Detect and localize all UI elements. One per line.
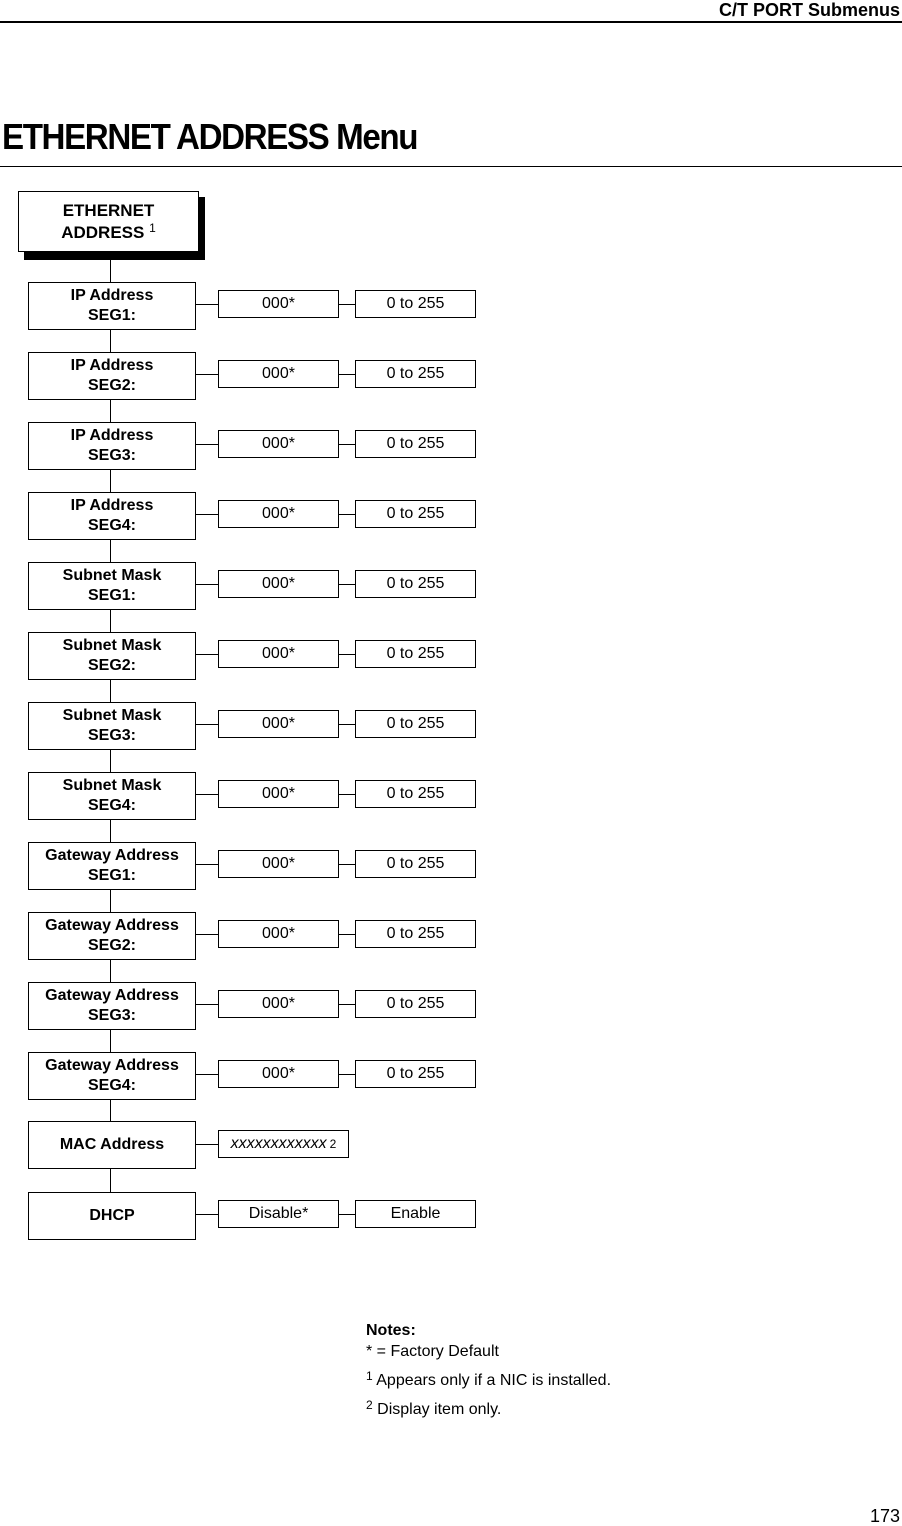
default-value-box: 000* <box>218 850 339 878</box>
connector-line <box>338 584 355 585</box>
default-value-box: 000* <box>218 780 339 808</box>
default-value-box: 000* <box>218 500 339 528</box>
notes-title: Notes: <box>366 1322 416 1339</box>
range-value-box: 0 to 255 <box>355 780 476 808</box>
menu-box-label-line1: Subnet Mask <box>62 707 162 724</box>
page-number: 173 <box>869 1506 900 1526</box>
connector-line <box>195 1074 218 1075</box>
default-value-box: 000* <box>218 290 339 318</box>
menu-box-label-line2: SEG4: <box>87 797 136 814</box>
range-value-box: 0 to 255 <box>355 500 476 528</box>
note-factory-default: * = Factory Default <box>366 1343 499 1360</box>
menu-box-label-line2: SEG1: <box>87 867 136 884</box>
dhcp-option-value: Enable <box>355 1200 476 1228</box>
default-value-box: 000* <box>218 1060 339 1088</box>
connector-line <box>338 444 355 445</box>
menu-box-label-line2: SEG2: <box>87 377 136 394</box>
menu-box-label-line2: SEG1: <box>87 587 136 604</box>
connector-line <box>195 584 218 585</box>
menu-box <box>28 772 196 820</box>
menu-box-label-line2: SEG4: <box>87 517 136 534</box>
menu-box-label-line2: SEG3: <box>87 1007 136 1024</box>
menu-box <box>28 492 196 540</box>
range-value-box: 0 to 255 <box>355 920 476 948</box>
connector-line <box>338 374 355 375</box>
root-label-line2: ADDRESS $^1$ <box>61 220 156 242</box>
menu-box <box>28 282 196 330</box>
menu-box <box>28 1052 196 1100</box>
menu-box <box>28 702 196 750</box>
notes-block <box>366 1320 611 1420</box>
root-footnote-marker: 1 <box>149 220 156 235</box>
connector-line <box>338 1004 355 1005</box>
root-label-line1: ETHERNET <box>62 200 155 220</box>
connector-line <box>338 1214 355 1215</box>
range-value-box: 0 to 255 <box>355 570 476 598</box>
default-value-box: 000* <box>218 990 339 1018</box>
note-1-marker: 1 <box>366 1369 373 1383</box>
note-1: $^1$ Appears only if a NIC is installed. <box>366 1369 612 1389</box>
connector-line <box>338 864 355 865</box>
menu-box-label-line1: IP Address <box>70 357 154 374</box>
menu-box-label-line1: Gateway Address <box>45 917 179 934</box>
default-value-box: 000* <box>218 920 339 948</box>
menu-box <box>28 632 196 680</box>
menu-box-dhcp <box>28 1192 196 1240</box>
menu-box <box>28 422 196 470</box>
range-value-box: 0 to 255 <box>355 710 476 738</box>
default-value-box: 000* <box>218 360 339 388</box>
menu-box-label-line2: SEG2: <box>87 937 136 954</box>
menu-box <box>28 912 196 960</box>
connector-line <box>195 1144 218 1145</box>
connector-line <box>195 724 218 725</box>
menu-box <box>28 842 196 890</box>
connector-line <box>195 514 218 515</box>
connector-line <box>338 304 355 305</box>
connector-line <box>195 374 218 375</box>
menu-box <box>28 352 196 400</box>
connector-line <box>195 934 218 935</box>
title-rule <box>0 166 902 167</box>
connector-line <box>195 304 218 305</box>
range-value-box: 0 to 255 <box>355 290 476 318</box>
section-header: C/T PORT Submenus <box>718 0 900 20</box>
range-value-box: 0 to 255 <box>355 360 476 388</box>
menu-box-label-line2: SEG3: <box>87 447 136 464</box>
connector-line <box>338 794 355 795</box>
range-value-box: 0 to 255 <box>355 640 476 668</box>
mac-value-box: xxxxxxxxxxxx 2 <box>218 1130 349 1158</box>
range-value-box: 0 to 255 <box>355 430 476 458</box>
menu-box-label-line1: Gateway Address <box>45 847 179 864</box>
menu-box-label: MAC Address <box>59 1136 165 1153</box>
menu-box-label-line1: IP Address <box>70 497 154 514</box>
connector-line <box>195 1214 218 1215</box>
default-value-box: 000* <box>218 640 339 668</box>
dhcp-default-value: Disable* <box>218 1200 339 1228</box>
connector-line <box>338 654 355 655</box>
mac-value: xxxxxxxxxxxx <box>230 1135 327 1152</box>
range-value-box: 0 to 255 <box>355 850 476 878</box>
menu-box-label-line1: IP Address <box>70 427 154 444</box>
menu-box-label-line1: Subnet Mask <box>62 637 162 654</box>
connector-line <box>338 934 355 935</box>
range-value-box: 0 to 255 <box>355 1060 476 1088</box>
connector-line <box>195 1004 218 1005</box>
menu-box-label-line1: Gateway Address <box>45 1057 179 1074</box>
root-menu-box <box>18 191 199 252</box>
connector-line <box>338 724 355 725</box>
menu-box-label: DHCP <box>89 1207 135 1224</box>
connector-line <box>195 794 218 795</box>
menu-box-label-line1: Gateway Address <box>45 987 179 1004</box>
menu-box-label-line2: SEG1: <box>87 307 136 324</box>
connector-line <box>338 1074 355 1075</box>
default-value-box: 000* <box>218 570 339 598</box>
menu-box-label-line1: IP Address <box>70 287 154 304</box>
menu-box <box>28 982 196 1030</box>
menu-box-mac-address <box>28 1121 196 1169</box>
connector-line <box>195 654 218 655</box>
menu-box <box>28 562 196 610</box>
range-value-box: 0 to 255 <box>355 990 476 1018</box>
connector-line <box>195 864 218 865</box>
menu-box-label-line2: SEG4: <box>87 1077 136 1094</box>
page-title: ETHERNET ADDRESS Menu <box>2 116 418 157</box>
connector-line <box>195 444 218 445</box>
connector-line <box>338 514 355 515</box>
note-2-marker: 2 <box>366 1398 373 1412</box>
header-rule <box>0 21 902 23</box>
note-2: $^2$ Display item only. <box>366 1398 502 1418</box>
menu-box-label-line2: SEG2: <box>87 657 136 674</box>
menu-box-label-line1: Subnet Mask <box>62 567 162 584</box>
menu-box-label-line1: Subnet Mask <box>62 777 162 794</box>
menu-box-label-line2: SEG3: <box>87 727 136 744</box>
default-value-box: 000* <box>218 430 339 458</box>
default-value-box: 000* <box>218 710 339 738</box>
